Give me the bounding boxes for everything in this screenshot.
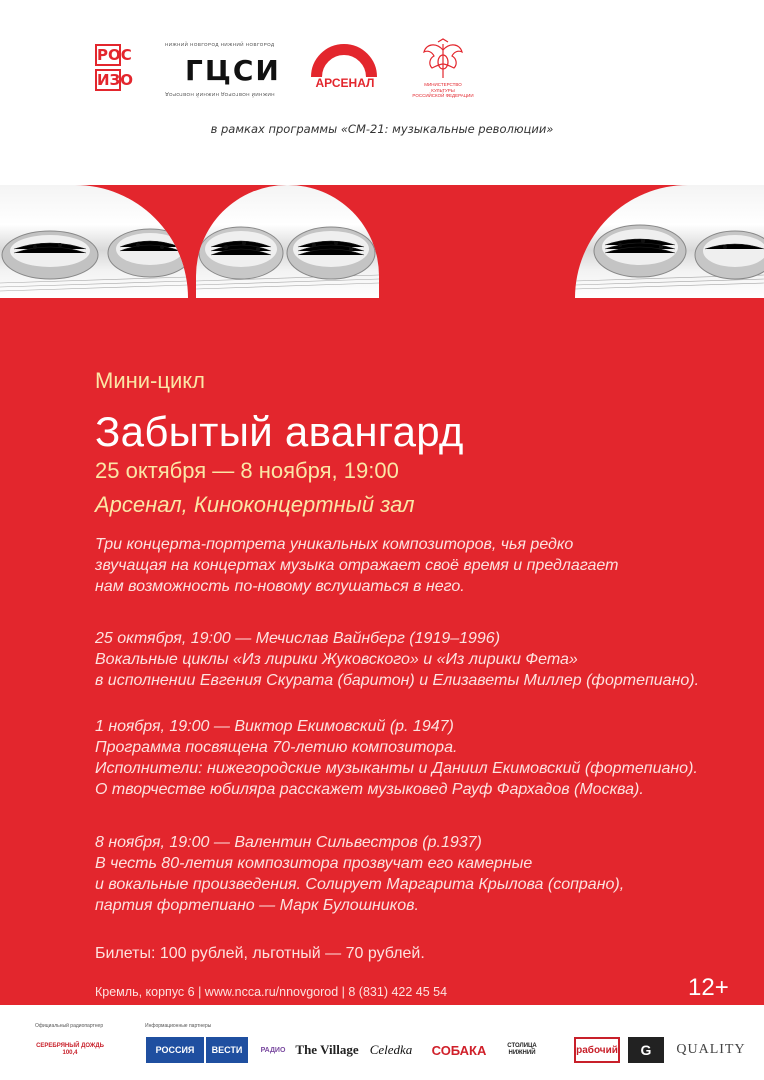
ncca-logo <box>165 42 300 98</box>
partner-logo-text: QUALITY <box>676 1042 746 1057</box>
intro-paragraph <box>95 534 755 597</box>
concert-line: и вокальные произведения. Солирует Маргарита Крылова (сопрано), <box>95 876 625 893</box>
partners-strip <box>0 1005 764 1080</box>
concert-line: 25 октября, 19:00 — Мечислав Вайнберг (1919–1996) <box>95 630 501 647</box>
partner-logo-text: РОССИЯ <box>155 1045 195 1055</box>
ministry-line-2: РОССИЙСКОЙ ФЕДЕРАЦИИ <box>412 93 474 98</box>
double-headed-eagle-icon <box>412 38 474 82</box>
concert-line: в исполнении Евгения Скурата (баритон) и Елизаветы Миллер (фортепиано). <box>95 672 700 689</box>
rosizo-logo <box>95 44 153 94</box>
partner-logo-radio <box>254 1037 292 1063</box>
partner-logo-stolitsa <box>498 1037 546 1063</box>
age-rating: 12+ <box>688 974 729 1001</box>
radio-partner-label: Официальный радиопартнер <box>35 1023 104 1029</box>
partner-logo-text: The Village <box>295 1042 359 1057</box>
ministry-logo-text <box>412 82 474 99</box>
concert-line: 8 ноября, 19:00 — Валентин Сильвестров (р.1937) <box>95 834 482 851</box>
concert-1 <box>95 628 755 691</box>
ncca-tagline-bottom: НИЖНИЙ НОВГОРОД НИЖНИЙ НОВГОРОД <box>165 92 275 97</box>
intro-line: звучащая на концертах музыка отражает своё время и предлагает <box>95 557 619 574</box>
partner-logo-text: рабочий <box>576 1044 618 1056</box>
concert-line: Программа посвящена 70-летию композитора. <box>95 739 458 756</box>
info-partners-label: Информационные партнеры <box>145 1023 212 1029</box>
ncca-wordmark: ГЦСИ <box>185 54 281 87</box>
partner-logo-rossiya <box>146 1037 204 1063</box>
partner-logo-geometria <box>628 1037 664 1063</box>
partner-logo-the-village <box>295 1037 359 1063</box>
partner-logo-text: СОБАКА <box>431 1042 487 1058</box>
partner-logo-serebryany-dozhd <box>36 1037 104 1063</box>
event-venue: Арсенал, Киноконцертный зал <box>95 492 415 517</box>
concert-line: Вокальные циклы «Из лирики Жуковского» и «Из лирики Фета» <box>95 651 578 668</box>
contact-line: Кремль, корпус 6 | www.ncca.ru/nnovgorod | 8 (831) 422 45 54 <box>95 985 448 999</box>
arch-photo-left <box>0 185 188 298</box>
arch-photo-center <box>196 185 379 298</box>
intro-line: Три концерта-портрета уникальных композиторов, чья редко <box>95 536 574 553</box>
rosizo-logo-bottom: ИЗО <box>97 71 133 89</box>
event-title: Забытый авангард <box>95 408 464 455</box>
poster-header <box>0 0 764 185</box>
rosizo-logo-top: РОС <box>97 46 132 64</box>
series-label: Мини-цикл <box>95 368 205 393</box>
partner-logo-text: Celedka <box>369 1042 413 1057</box>
ministry-logo <box>412 38 474 102</box>
partner-logo-vesti <box>206 1037 248 1063</box>
event-dates: 25 октября — 8 ноября, 19:00 <box>95 458 399 483</box>
partner-logo-text: СЕРЕБРЯНЫЙ ДОЖДЬ 100,4 <box>36 1043 104 1056</box>
partner-logo-quality <box>672 1037 750 1063</box>
partner-logo-text: РАДИО <box>260 1046 286 1054</box>
arsenal-logo <box>303 44 387 94</box>
concert-line: Исполнители: нижегородские музыканты и Даниил Екимовский (фортепиано). <box>95 760 698 777</box>
concert-line: 1 ноября, 19:00 — Виктор Екимовский (р. 1947) <box>95 718 454 735</box>
intro-line: нам возможность по-новому вслушаться в него. <box>95 578 465 595</box>
ticket-prices: Билеты: 100 рублей, льготный — 70 рублей. <box>95 945 425 962</box>
partner-logo-text: СТОЛИЦА НИЖНИЙ <box>507 1043 537 1056</box>
partner-logo-rabochiy <box>574 1037 620 1063</box>
partner-logo-text: G <box>640 1042 652 1058</box>
ncca-tagline-top: НИЖНИЙ НОВГОРОД НИЖНИЙ НОВГОРОД <box>165 42 275 47</box>
concert-3 <box>95 832 755 916</box>
concert-line: партия фортепиано — Марк Булошников. <box>95 897 419 914</box>
arch-photo-right <box>575 185 764 298</box>
concert-2 <box>95 716 755 800</box>
partner-logo-text: ВЕСТИ <box>211 1045 243 1055</box>
partner-logo-sobaka <box>426 1037 492 1063</box>
ministry-line-1: МИНИСТЕРСТВО КУЛЬТУРЫ <box>424 82 462 93</box>
concert-line: О творчестве юбиляра расскажет музыковед Рауф Фархадов (Москва). <box>95 781 644 798</box>
partner-logo-celedka <box>362 1037 420 1063</box>
concert-line: В честь 80-летия композитора прозвучат его камерные <box>95 855 533 872</box>
arsenal-logo-text: АРСЕНАЛ <box>315 76 375 90</box>
program-line: в рамках программы «СМ-21: музыкальные революции» <box>210 122 554 136</box>
